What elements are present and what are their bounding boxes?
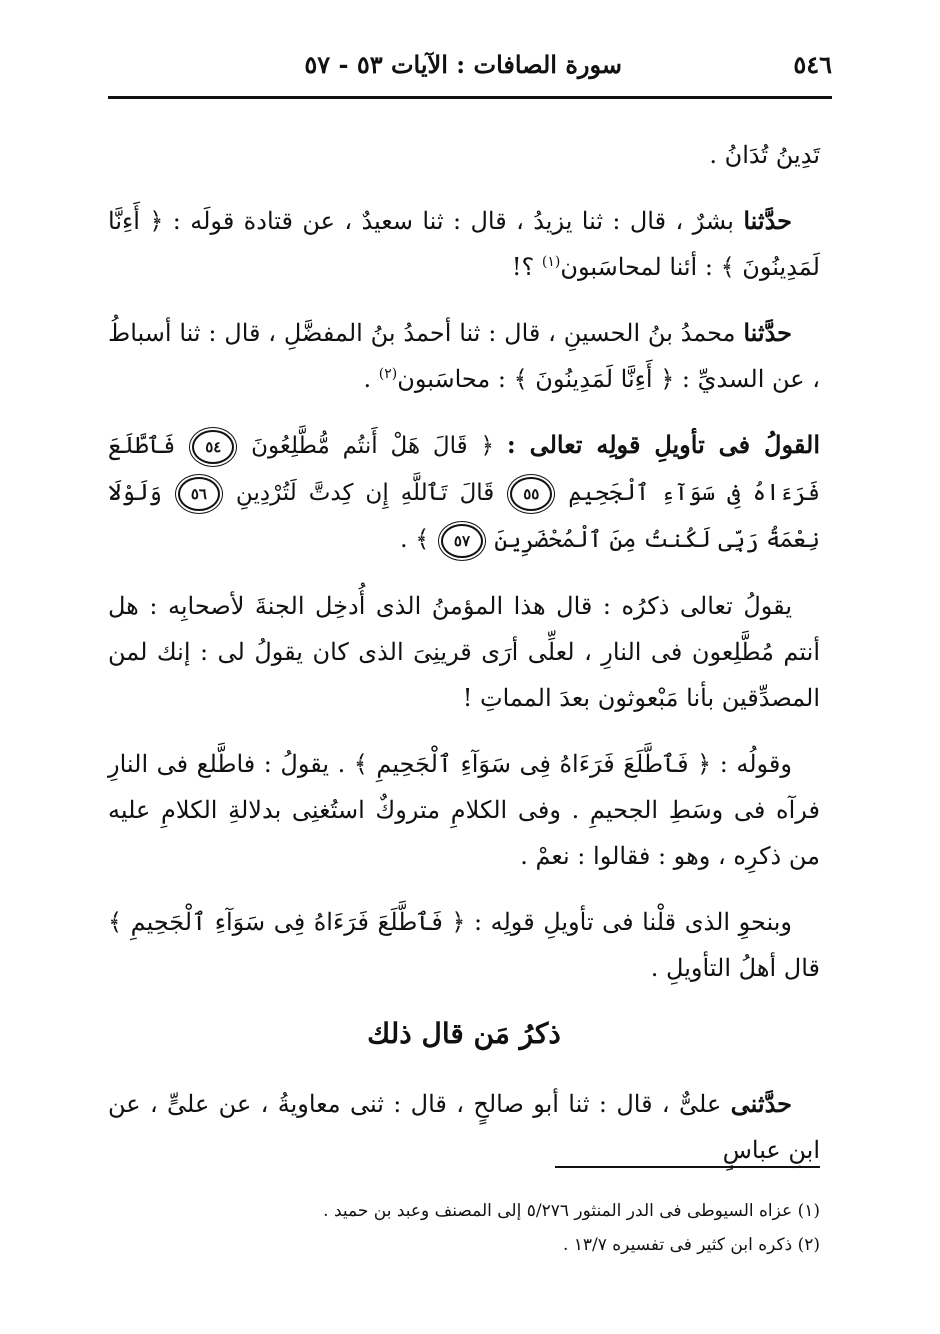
paragraph-2-text: بشرٌ ، قال : ثنا يزيدُ ، قال : ثنا سعيدٌ ، عن قتادة قولَه : ﴿ أَءِنَّا لَمَدِينُونَ ﴾ : أئنا لمحاسَبون xyxy=(108,207,820,281)
ayah-marker-54: ٥٤ xyxy=(192,430,234,464)
footnote-ref-2[interactable]: (٢) xyxy=(378,366,398,382)
paragraph-4-end: ﴾ . xyxy=(400,525,437,553)
footnote-ref-1[interactable]: (١) xyxy=(541,254,561,270)
paragraph-3-end: . xyxy=(363,365,379,393)
paragraph-7: وبنحوِ الذى قلْنا فى تأويلِ قولِه : ﴿ فَٱطَّلَعَ فَرَءَاهُ فِى سَوَآءِ ٱلْجَحِيمِ ﴾ قال أهلُ التأويلِ . xyxy=(108,908,820,982)
running-title: سورة الصافات : الآيات ٥٣ - ٥٧ xyxy=(304,50,622,79)
page-header xyxy=(108,44,832,94)
quran-verse: ﴿ قَالَ هَلْ أَنتُم مُّطَّلِعُونَ xyxy=(238,433,507,459)
header-rule xyxy=(108,96,832,99)
paragraph-3 xyxy=(108,310,820,402)
paragraph-4 xyxy=(108,422,820,563)
ayah-marker-57: ٥٧ xyxy=(441,524,483,558)
paragraph-2-end: ؟! xyxy=(511,253,542,281)
footnote-rule xyxy=(555,1166,820,1168)
page-number: ٥٤٦ xyxy=(793,50,832,79)
body-text xyxy=(108,132,820,1193)
paragraph-8-text: علىٌّ ، قال : ثنا أبو صالحٍ ، قال : ثنى معاويةُ ، عن علىٍّ ، عن ابنِ عباسٍ xyxy=(108,1090,820,1164)
narration-lead: حدَّثنى xyxy=(730,1089,792,1118)
quran-verse: وَلَوْلَا نِعْمَةُ رَبِّى لَكُنتُ مِنَ ٱلْمُحْضَرِينَ xyxy=(108,480,820,553)
footnote-1: (١) عزاه السيوطى فى الدر المنثور ٥/٢٧٦ إلى المصنف وعبد بن حميد . xyxy=(323,1201,820,1221)
ayah-marker-55: ٥٥ xyxy=(510,477,552,511)
paragraph-1: تَدِينُ تُدَانُ . xyxy=(709,141,820,169)
ayah-marker-56: ٥٦ xyxy=(178,477,220,511)
section-heading: ذكرُ مَن قال ذلك xyxy=(367,1017,561,1050)
narration-lead: حدَّثنا xyxy=(743,206,792,235)
paragraph-5: يقولُ تعالى ذكرُه : قال هذا المؤمنُ الذى أُدخِل الجنةَ لأصحابِه : هل أنتم مُطَّلِعون فى النارِ ، لعلِّى أرَى قرينِىَ الذى كان يقولُ لى : إنك لمن المصدِّقين بأنا مَبْعوثون بعدَ المماتِ ! xyxy=(108,592,820,712)
paragraph-2 xyxy=(108,198,820,290)
paragraph-3-text: محمدُ بنُ الحسينِ ، قال : ثنا أحمدُ بنُ المفضَّلِ ، قال : ثنا أسباطُ ، عن السديِّ : ﴿ أَءِنَّا لَمَدِينُونَ ﴾ : محاسَبون xyxy=(108,319,820,393)
paragraph-6: وقولُه : ﴿ فَٱطَّلَعَ فَرَءَاهُ فِى سَوَآءِ ٱلْجَحِيمِ ﴾ . يقولُ : فاطَّلع فى النارِ فرآه فى وسَطِ الجحيمِ . وفى الكلامِ متروكٌ استُغنِى بدلالةِ الكلامِ عليه من ذكرِه ، وهو : فقالوا : نعمْ . xyxy=(108,750,820,870)
footnotes xyxy=(108,1194,820,1262)
quran-verse: فَٱطَّلَعَ فَرَءَاهُ فِى سَوَآءِ ٱلْجَحِيمِ xyxy=(108,433,820,506)
paragraph-8 xyxy=(108,1081,820,1173)
tafsir-section-title: القولُ فى تأويلِ قولِه تعالى : xyxy=(506,430,820,459)
footnote-2: (٢) ذكره ابن كثير فى تفسيره ١٣/٧ . xyxy=(562,1235,820,1255)
narration-lead: حدَّثنا xyxy=(743,318,792,347)
quran-verse: قَالَ تَٱللَّهِ إِن كِدتَّ لَتُرْدِينِ xyxy=(223,480,507,506)
